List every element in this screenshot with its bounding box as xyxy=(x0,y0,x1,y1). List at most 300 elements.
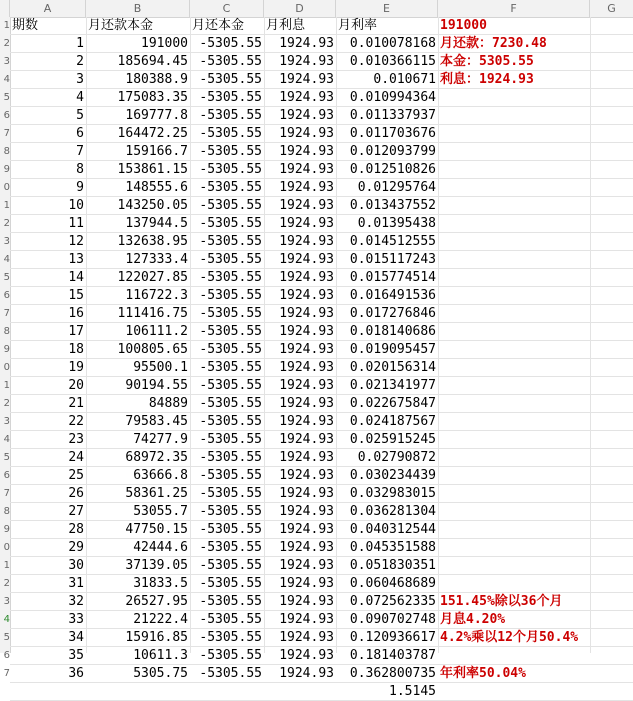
cell-principal-repay[interactable]: -5305.55 xyxy=(199,108,262,123)
header-cell-monthly-principal-repay[interactable]: 月还本金 xyxy=(192,18,245,33)
table-row xyxy=(10,53,633,71)
cell-principal-repay[interactable]: -5305.55 xyxy=(199,450,262,465)
column-header-g[interactable]: G xyxy=(607,2,616,15)
table-row xyxy=(10,305,633,323)
cell-period[interactable]: 10 xyxy=(68,198,84,213)
cell-principal-repay[interactable]: -5305.55 xyxy=(199,486,262,501)
cell-principal-repay[interactable]: -5305.55 xyxy=(199,36,262,51)
cell-interest[interactable]: 1924.93 xyxy=(279,198,334,213)
cell-rate[interactable]: 0.01295764 xyxy=(357,180,436,195)
row-number[interactable]: 6 xyxy=(3,290,10,301)
cell-principal-repay[interactable]: -5305.55 xyxy=(199,270,262,285)
column-header-e[interactable]: E xyxy=(336,0,438,17)
cell-principal-balance[interactable]: 21222.4 xyxy=(133,612,188,627)
cell-note[interactable] xyxy=(438,215,590,232)
cell-period[interactable]: 2 xyxy=(76,54,84,69)
cell-principal-repay[interactable]: -5305.55 xyxy=(199,432,262,447)
row-number[interactable]: 2 xyxy=(3,38,10,49)
cell-note[interactable] xyxy=(438,125,590,142)
column-header-a[interactable]: A xyxy=(10,0,86,17)
column-header-b[interactable]: B xyxy=(86,0,190,17)
cell-principal-repay[interactable]: -5305.55 xyxy=(199,666,262,681)
table-row xyxy=(10,611,633,629)
row-number[interactable]: 7 xyxy=(3,308,10,319)
row-number[interactable]: 3 xyxy=(3,596,10,607)
table-row xyxy=(10,143,633,161)
cell-period[interactable]: 1 xyxy=(76,36,84,51)
cell-principal-repay[interactable]: -5305.55 xyxy=(199,594,262,609)
row-number[interactable]: 6 xyxy=(3,110,10,121)
cell-principal-balance[interactable]: 143250.05 xyxy=(117,198,188,213)
cell-rate[interactable]: 0.011703676 xyxy=(349,126,436,141)
cell-period[interactable]: 11 xyxy=(68,216,84,231)
cell-principal-balance[interactable]: 79583.45 xyxy=(125,414,188,429)
cell-rate[interactable]: 0.060468689 xyxy=(349,576,436,591)
cell-principal-repay[interactable]: -5305.55 xyxy=(199,612,262,627)
header-cell-period[interactable]: 期数 xyxy=(12,18,39,33)
cell-interest[interactable]: 1924.93 xyxy=(279,270,334,285)
table-row xyxy=(10,413,633,431)
cell-principal-repay[interactable]: -5305.55 xyxy=(199,252,262,267)
cell-principal-balance[interactable]: 95500.1 xyxy=(133,360,188,375)
cell-note[interactable] xyxy=(438,467,590,484)
cell-principal-balance[interactable]: 58361.25 xyxy=(125,486,188,501)
cell-rate[interactable]: 0.362800735 xyxy=(349,666,436,681)
cell-principal-repay[interactable]: -5305.55 xyxy=(199,306,262,321)
column-header-f[interactable]: F xyxy=(438,0,590,17)
cell-interest[interactable]: 1924.93 xyxy=(279,252,334,267)
cell-period[interactable]: 16 xyxy=(68,306,84,321)
row-number[interactable]: 4 xyxy=(3,614,10,625)
cell-interest[interactable]: 1924.93 xyxy=(279,396,334,411)
table-row xyxy=(10,71,633,89)
cell-principal-repay[interactable]: -5305.55 xyxy=(199,468,262,483)
row-number[interactable]: 1 xyxy=(3,380,10,391)
row-number[interactable]: 5 xyxy=(3,452,10,463)
cell-principal-balance[interactable]: 148555.6 xyxy=(125,180,188,195)
cell-note[interactable] xyxy=(438,341,590,358)
cell-rate[interactable]: 0.014512555 xyxy=(349,234,436,249)
cell-note[interactable] xyxy=(438,449,590,466)
table-row xyxy=(10,359,633,377)
cell-principal-repay[interactable]: -5305.55 xyxy=(199,162,262,177)
row-number[interactable]: 8 xyxy=(3,506,10,517)
table-row xyxy=(10,449,633,467)
table-row xyxy=(10,197,633,215)
row-number[interactable]: 8 xyxy=(3,146,10,157)
cell-principal-balance[interactable]: 5305.75 xyxy=(133,666,188,681)
cell-principal-repay[interactable]: -5305.55 xyxy=(199,144,262,159)
cell-rate[interactable]: 0.040312544 xyxy=(349,522,436,537)
cell-note[interactable]: 月息4.20% xyxy=(440,612,506,627)
cell-period[interactable]: 35 xyxy=(68,648,84,663)
cell-note[interactable] xyxy=(438,503,590,520)
cell-principal-balance[interactable]: 42444.6 xyxy=(133,540,188,555)
cell-note[interactable] xyxy=(438,305,590,322)
table-row xyxy=(10,647,633,665)
cell-interest[interactable]: 1924.93 xyxy=(279,126,334,141)
cell-principal-balance[interactable]: 37139.05 xyxy=(125,558,188,573)
cell-note[interactable] xyxy=(438,323,590,340)
cell-rate[interactable]: 0.018140686 xyxy=(349,324,436,339)
cell-principal-balance[interactable]: 47750.15 xyxy=(125,522,188,537)
cell-period[interactable]: 21 xyxy=(68,396,84,411)
row-number[interactable]: 2 xyxy=(3,398,10,409)
cell-principal-repay[interactable]: -5305.55 xyxy=(199,180,262,195)
cell-principal-balance[interactable]: 185694.45 xyxy=(117,54,188,69)
cell-principal-balance[interactable]: 153861.15 xyxy=(117,162,188,177)
cell-interest[interactable]: 1924.93 xyxy=(279,324,334,339)
table-row xyxy=(10,179,633,197)
row-number[interactable]: 5 xyxy=(3,632,10,643)
cell-rate[interactable]: 0.019095457 xyxy=(349,342,436,357)
cell-principal-balance[interactable]: 31833.5 xyxy=(133,576,188,591)
cell-note[interactable] xyxy=(438,233,590,250)
cell-principal-balance[interactable]: 90194.55 xyxy=(125,378,188,393)
cell-period[interactable]: 8 xyxy=(76,162,84,177)
cell-principal-balance[interactable]: 111416.75 xyxy=(117,306,188,321)
cell-interest[interactable]: 1924.93 xyxy=(279,36,334,51)
row-number[interactable]: 0 xyxy=(3,542,10,553)
cell-interest[interactable]: 1924.93 xyxy=(279,648,334,663)
cell-rate[interactable]: 0.015774514 xyxy=(349,270,436,285)
table-row xyxy=(10,575,633,593)
cell-period[interactable]: 36 xyxy=(68,666,84,681)
cell-interest[interactable]: 1924.93 xyxy=(279,162,334,177)
cell-note[interactable]: 年利率50.04% xyxy=(440,666,526,681)
column-header-d[interactable]: D xyxy=(264,0,336,17)
cell-rate[interactable]: 0.010994364 xyxy=(349,90,436,105)
cell-principal-repay[interactable]: -5305.55 xyxy=(199,648,262,663)
cell-rate[interactable]: 0.032983015 xyxy=(349,486,436,501)
cell-principal-balance[interactable]: 10611.3 xyxy=(133,648,188,663)
table-row xyxy=(10,539,633,557)
table-row xyxy=(10,431,633,449)
cell-rate[interactable]: 0.012510826 xyxy=(349,162,436,177)
row-number[interactable]: 6 xyxy=(3,650,10,661)
cell-note[interactable] xyxy=(438,377,590,394)
cell-note[interactable] xyxy=(438,575,590,592)
cell-period[interactable]: 14 xyxy=(68,270,84,285)
cell-interest[interactable]: 1924.93 xyxy=(279,630,334,645)
cell-interest[interactable]: 1924.93 xyxy=(279,576,334,591)
cell-note[interactable]: 151.45%除以36个月 xyxy=(440,594,563,609)
cell-interest[interactable]: 1924.93 xyxy=(279,540,334,555)
table-row xyxy=(10,467,633,485)
cell-interest[interactable]: 1924.93 xyxy=(279,414,334,429)
table-row xyxy=(10,233,633,251)
cell-principal-repay[interactable]: -5305.55 xyxy=(199,324,262,339)
cell-rate[interactable]: 0.020156314 xyxy=(349,360,436,375)
table-row xyxy=(10,125,633,143)
cell-principal-balance[interactable]: 15916.85 xyxy=(125,630,188,645)
cell-rate[interactable]: 0.010078168 xyxy=(349,36,436,51)
row-number[interactable]: 4 xyxy=(3,434,10,445)
cell-rate[interactable]: 0.036281304 xyxy=(349,504,436,519)
cell-principal-balance[interactable]: 68972.35 xyxy=(125,450,188,465)
cell-period[interactable]: 17 xyxy=(68,324,84,339)
cell-period[interactable]: 13 xyxy=(68,252,84,267)
cell-interest[interactable]: 1924.93 xyxy=(279,342,334,357)
cell-interest[interactable]: 1924.93 xyxy=(279,108,334,123)
cell-principal-balance[interactable]: 137944.5 xyxy=(125,216,188,231)
cell-principal-balance[interactable]: 26527.95 xyxy=(125,594,188,609)
cell-rate[interactable]: 0.016491536 xyxy=(349,288,436,303)
cell-rate[interactable]: 0.017276846 xyxy=(349,306,436,321)
row-number[interactable]: 1 xyxy=(3,200,10,211)
cell-note[interactable]: 月还款：7230.48 xyxy=(440,36,547,51)
cell-rate[interactable]: 0.090702748 xyxy=(349,612,436,627)
cell-principal-repay[interactable]: -5305.55 xyxy=(199,54,262,69)
cell-period[interactable]: 19 xyxy=(68,360,84,375)
cell-note[interactable] xyxy=(438,107,590,124)
cell-note[interactable] xyxy=(438,143,590,160)
cell-note[interactable] xyxy=(438,359,590,376)
cell-period[interactable]: 23 xyxy=(68,432,84,447)
cell-period[interactable]: 6 xyxy=(76,126,84,141)
cell-note[interactable] xyxy=(438,197,590,214)
cell-interest[interactable]: 1924.93 xyxy=(279,378,334,393)
cell-principal-repay[interactable]: -5305.55 xyxy=(199,522,262,537)
cell-principal-repay[interactable]: -5305.55 xyxy=(199,126,262,141)
cell-rate[interactable]: 0.030234439 xyxy=(349,468,436,483)
cell-rate[interactable]: 0.022675847 xyxy=(349,396,436,411)
cell-principal-balance[interactable]: 164472.25 xyxy=(117,126,188,141)
cell-period[interactable]: 5 xyxy=(76,108,84,123)
note-principal-total[interactable]: 191000 xyxy=(440,18,487,33)
cell-principal-repay[interactable]: -5305.55 xyxy=(199,504,262,519)
row-number[interactable]: 3 xyxy=(3,236,10,247)
cell-rate[interactable]: 0.025915245 xyxy=(349,432,436,447)
row-number[interactable]: 4 xyxy=(3,74,10,85)
cell-principal-balance[interactable]: 74277.9 xyxy=(133,432,188,447)
table-row xyxy=(10,521,633,539)
row-number[interactable]: 7 xyxy=(3,488,10,499)
row-number[interactable]: 3 xyxy=(3,416,10,427)
cell-note[interactable] xyxy=(438,647,590,664)
row-number[interactable]: 0 xyxy=(3,362,10,373)
cell-period[interactable]: 27 xyxy=(68,504,84,519)
table-row xyxy=(10,323,633,341)
cell-principal-repay[interactable]: -5305.55 xyxy=(199,576,262,591)
cell-period[interactable]: 33 xyxy=(68,612,84,627)
cell-interest[interactable]: 1924.93 xyxy=(279,450,334,465)
row-number[interactable]: 2 xyxy=(3,218,10,229)
row-number[interactable]: 8 xyxy=(3,326,10,337)
cell-interest[interactable]: 1924.93 xyxy=(279,54,334,69)
cell-interest[interactable]: 1924.93 xyxy=(279,360,334,375)
cell-principal-repay[interactable]: -5305.55 xyxy=(199,558,262,573)
cell-period[interactable]: 28 xyxy=(68,522,84,537)
cell-interest[interactable]: 1924.93 xyxy=(279,522,334,537)
cell-rate[interactable]: 0.072562335 xyxy=(349,594,436,609)
table-header-row xyxy=(10,17,633,35)
cell-note[interactable] xyxy=(438,413,590,430)
row-number[interactable]: 5 xyxy=(3,272,10,283)
cell-rate[interactable]: 0.181403787 xyxy=(349,648,436,663)
cell-rate[interactable]: 0.015117243 xyxy=(349,252,436,267)
table-row xyxy=(10,557,633,575)
cell-principal-balance[interactable]: 180388.9 xyxy=(125,72,188,87)
cell-period[interactable]: 29 xyxy=(68,540,84,555)
cell-note[interactable] xyxy=(438,521,590,538)
cell-period[interactable]: 34 xyxy=(68,630,84,645)
row-number[interactable]: 4 xyxy=(3,254,10,265)
partial-cell-value[interactable]: 1.5145 xyxy=(389,684,436,699)
cell-principal-balance[interactable]: 169777.8 xyxy=(125,108,188,123)
cell-principal-balance[interactable]: 106111.2 xyxy=(125,324,188,339)
cell-period[interactable]: 22 xyxy=(68,414,84,429)
cell-principal-balance[interactable]: 175083.35 xyxy=(117,90,188,105)
cell-period[interactable]: 9 xyxy=(76,180,84,195)
cell-rate[interactable]: 0.010366115 xyxy=(349,54,436,69)
table-row xyxy=(10,395,633,413)
cell-interest[interactable]: 1924.93 xyxy=(279,468,334,483)
table-row xyxy=(10,377,633,395)
cell-note[interactable] xyxy=(438,161,590,178)
cell-rate[interactable]: 0.120936617 xyxy=(349,630,436,645)
cell-period[interactable]: 7 xyxy=(76,144,84,159)
row-number[interactable]: 9 xyxy=(3,524,10,535)
corner-cell[interactable] xyxy=(0,0,10,17)
cell-principal-balance[interactable]: 84889 xyxy=(148,396,188,411)
cell-note[interactable] xyxy=(438,89,590,106)
row-number[interactable]: 3 xyxy=(3,56,10,67)
cell-period[interactable]: 25 xyxy=(68,468,84,483)
cell-note[interactable]: 4.2%乘以12个月50.4% xyxy=(440,630,579,645)
row-number[interactable]: 2 xyxy=(3,578,10,589)
cell-note[interactable] xyxy=(438,251,590,268)
partial-row xyxy=(10,683,633,701)
table-row xyxy=(10,269,633,287)
cell-interest[interactable]: 1924.93 xyxy=(279,72,334,87)
cell-note[interactable] xyxy=(438,431,590,448)
row-number[interactable]: 7 xyxy=(3,668,10,679)
row-number[interactable]: 9 xyxy=(3,164,10,175)
cell-note[interactable] xyxy=(438,269,590,286)
cell-principal-repay[interactable]: -5305.55 xyxy=(199,288,262,303)
cell-rate[interactable]: 0.024187567 xyxy=(349,414,436,429)
cell-interest[interactable]: 1924.93 xyxy=(279,90,334,105)
header-cell-monthly-rate[interactable]: 月利率 xyxy=(338,18,378,33)
cell-interest[interactable]: 1924.93 xyxy=(279,486,334,501)
cell-period[interactable]: 30 xyxy=(68,558,84,573)
cell-interest[interactable]: 1924.93 xyxy=(279,180,334,195)
cell-interest[interactable]: 1924.93 xyxy=(279,594,334,609)
row-number[interactable]: 6 xyxy=(3,470,10,481)
row-number[interactable]: 9 xyxy=(3,344,10,355)
row-number[interactable]: 0 xyxy=(3,182,10,193)
cell-principal-balance[interactable]: 116722.3 xyxy=(125,288,188,303)
cell-note[interactable] xyxy=(438,179,590,196)
cell-interest[interactable]: 1924.93 xyxy=(279,234,334,249)
table-row xyxy=(10,341,633,359)
row-number[interactable]: 7 xyxy=(3,128,10,139)
cell-principal-balance[interactable]: 191000 xyxy=(141,36,188,51)
cell-interest[interactable]: 1924.93 xyxy=(279,144,334,159)
cell-note[interactable]: 利息：1924.93 xyxy=(440,72,534,87)
cell-principal-repay[interactable]: -5305.55 xyxy=(199,198,262,213)
spreadsheet-grid[interactable] xyxy=(10,17,633,699)
cell-rate[interactable]: 0.021341977 xyxy=(349,378,436,393)
cell-principal-repay[interactable]: -5305.55 xyxy=(199,234,262,249)
cell-principal-repay[interactable]: -5305.55 xyxy=(199,630,262,645)
cell-note[interactable] xyxy=(438,287,590,304)
cell-interest[interactable]: 1924.93 xyxy=(279,666,334,681)
cell-rate[interactable]: 0.012093799 xyxy=(349,144,436,159)
cell-principal-repay[interactable]: -5305.55 xyxy=(199,216,262,231)
column-header-c[interactable]: C xyxy=(190,0,264,17)
cell-note[interactable] xyxy=(438,485,590,502)
cell-rate[interactable]: 0.013437552 xyxy=(349,198,436,213)
cell-principal-repay[interactable]: -5305.55 xyxy=(199,378,262,393)
cell-principal-repay[interactable]: -5305.55 xyxy=(199,360,262,375)
table-row xyxy=(10,161,633,179)
cell-rate[interactable]: 0.051830351 xyxy=(349,558,436,573)
cell-interest[interactable]: 1924.93 xyxy=(279,288,334,303)
cell-principal-repay[interactable]: -5305.55 xyxy=(199,396,262,411)
cell-period[interactable]: 4 xyxy=(76,90,84,105)
table-row xyxy=(10,593,633,611)
cell-principal-balance[interactable]: 100805.65 xyxy=(117,342,188,357)
cell-period[interactable]: 18 xyxy=(68,342,84,357)
cell-principal-balance[interactable]: 127333.4 xyxy=(125,252,188,267)
cell-interest[interactable]: 1924.93 xyxy=(279,558,334,573)
cell-rate[interactable]: 0.045351588 xyxy=(349,540,436,555)
cell-principal-balance[interactable]: 159166.7 xyxy=(125,144,188,159)
cell-interest[interactable]: 1924.93 xyxy=(279,432,334,447)
table-row xyxy=(10,107,633,125)
cell-period[interactable]: 31 xyxy=(68,576,84,591)
cell-period[interactable]: 12 xyxy=(68,234,84,249)
cell-principal-repay[interactable]: -5305.55 xyxy=(199,342,262,357)
column-header-bar xyxy=(0,0,633,18)
cell-period[interactable]: 3 xyxy=(76,72,84,87)
table-row xyxy=(10,89,633,107)
cell-principal-balance[interactable]: 53055.7 xyxy=(133,504,188,519)
cell-period[interactable]: 32 xyxy=(68,594,84,609)
cell-rate[interactable]: 0.011337937 xyxy=(349,108,436,123)
cell-interest[interactable]: 1924.93 xyxy=(279,216,334,231)
cell-principal-balance[interactable]: 132638.95 xyxy=(117,234,188,249)
cell-interest[interactable]: 1924.93 xyxy=(279,612,334,627)
cell-principal-balance[interactable]: 122027.85 xyxy=(117,270,188,285)
cell-principal-balance[interactable]: 63666.8 xyxy=(133,468,188,483)
cell-rate[interactable]: 0.010671 xyxy=(373,72,436,87)
cell-interest[interactable]: 1924.93 xyxy=(279,306,334,321)
cell-note[interactable]: 本金：5305.55 xyxy=(440,54,534,69)
header-cell-monthly-interest[interactable]: 月利息 xyxy=(266,18,306,33)
cell-period[interactable]: 26 xyxy=(68,486,84,501)
cell-principal-repay[interactable]: -5305.55 xyxy=(199,90,262,105)
row-number[interactable]: 5 xyxy=(3,92,10,103)
cell-interest[interactable]: 1924.93 xyxy=(279,504,334,519)
cell-note[interactable] xyxy=(438,557,590,574)
cell-principal-repay[interactable]: -5305.55 xyxy=(199,540,262,555)
cell-period[interactable]: 24 xyxy=(68,450,84,465)
cell-note[interactable] xyxy=(438,539,590,556)
row-number[interactable]: 1 xyxy=(3,560,10,571)
cell-principal-repay[interactable]: -5305.55 xyxy=(199,72,262,87)
header-cell-monthly-principal-balance[interactable]: 月还款本金 xyxy=(88,18,154,33)
cell-period[interactable]: 15 xyxy=(68,288,84,303)
cell-note[interactable] xyxy=(438,395,590,412)
row-number[interactable]: 1 xyxy=(3,20,10,31)
cell-period[interactable]: 20 xyxy=(68,378,84,393)
cell-principal-repay[interactable]: -5305.55 xyxy=(199,414,262,429)
cell-rate[interactable]: 0.02790872 xyxy=(357,450,436,465)
cell-rate[interactable]: 0.01395438 xyxy=(357,216,436,231)
